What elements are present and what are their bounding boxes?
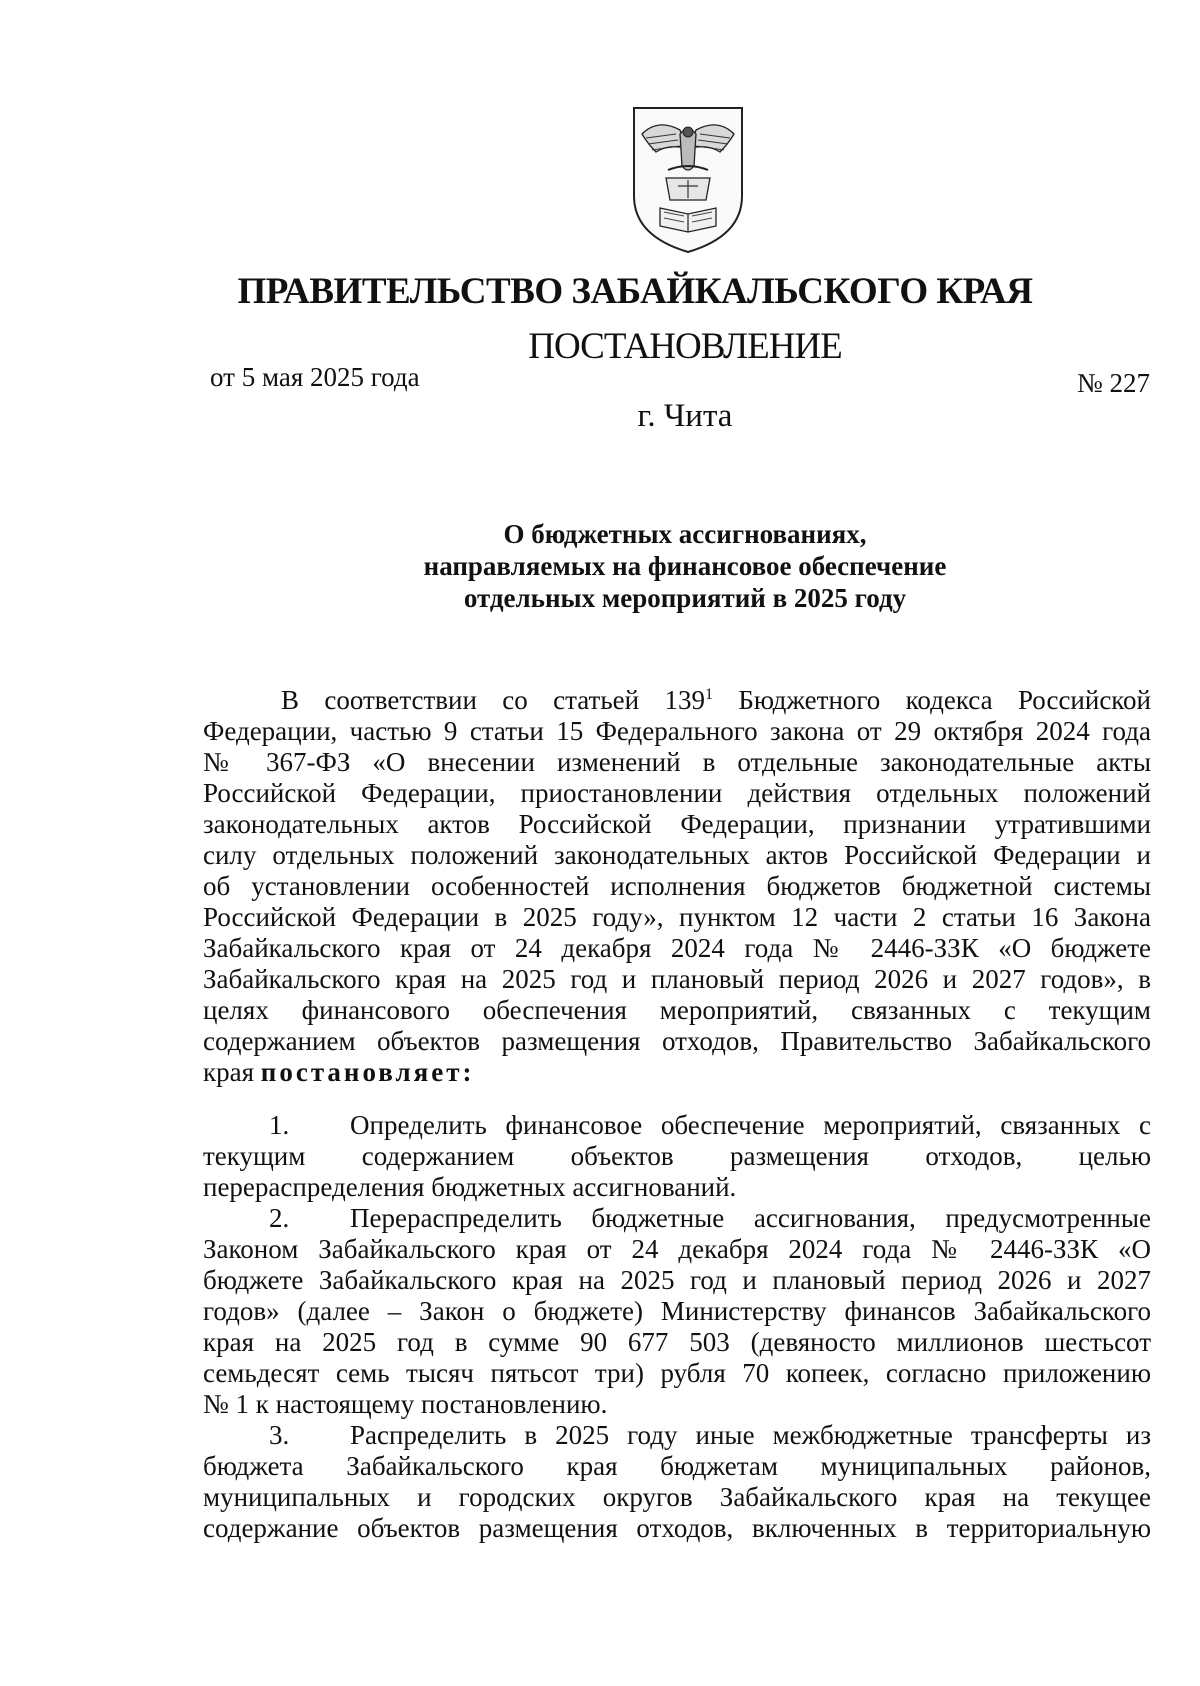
item-number: 2.: [269, 1203, 290, 1233]
item-line: перераспределения бюджетных ассигнований.: [203, 1172, 737, 1202]
item-text: Перераспределить бюджетные ассигнования, предусмотренные: [350, 1203, 1151, 1233]
item-line: края на 2025 год в сумме 90 677 503 (девяносто миллионов шестьсот: [203, 1327, 1151, 1357]
item-line: муниципальных и городских округов Забайкальского края на текущее: [203, 1482, 1151, 1512]
preamble-text: В соответствии со статьей 139: [281, 685, 705, 715]
preamble-superscript: 1: [704, 686, 713, 703]
preamble-line: об установлении особенностей исполнения бюджетов бюджетной системы: [203, 871, 1151, 901]
subject-line: отдельных мероприятий в 2025 году: [463, 583, 907, 613]
subject-line: О бюджетных ассигнованиях,: [503, 519, 867, 549]
paragraph-gap: [203, 1088, 1151, 1110]
item-line: [203, 1110, 1151, 1141]
item-line: № 1 к настоящему постановлению.: [203, 1389, 608, 1419]
document-type: ПОСТАНОВЛЕНИЕ: [528, 326, 842, 367]
item-line: бюджете Забайкальского края на 2025 год и плановый период 2026 и 2027: [203, 1265, 1151, 1295]
item-line: [203, 1420, 1151, 1451]
preamble-line: [203, 685, 1151, 716]
document-subject: [300, 518, 1070, 614]
preamble-line: законодательных актов Российской Федерации, признании утратившими: [203, 809, 1151, 839]
coat-of-arms-emblem: [628, 104, 748, 256]
preamble-line: Забайкальского края от 24 декабря 2024 года № 2446-ЗЗК «О бюджете: [203, 933, 1151, 963]
item-text: Распределить в 2025 году иные межбюджетные трансферты из: [350, 1420, 1151, 1450]
item-2: [203, 1203, 1151, 1420]
item-number: 1.: [269, 1110, 290, 1140]
preamble-line: Забайкальского края на 2025 год и плановый период 2026 и 2027 годов», в: [203, 964, 1151, 994]
document-number: № 227: [1076, 368, 1150, 398]
preamble-line: Российской Федерации, приостановлении действия отдельных положений: [203, 778, 1151, 808]
item-number: 3.: [269, 1420, 290, 1450]
resolution-keyword: постановляет:: [260, 1057, 475, 1087]
document-date: от 5 мая 2025 года: [210, 362, 420, 392]
item-line: содержание объектов размещения отходов, включенных в территориальную: [203, 1513, 1151, 1543]
document-body: [203, 685, 1151, 1544]
item-3: [203, 1420, 1151, 1544]
city: г. Чита: [637, 398, 733, 434]
government-title: ПРАВИТЕЛЬСТВО ЗАБАЙКАЛЬСКОГО КРАЯ: [237, 271, 1033, 312]
preamble-line: № 367-ФЗ «О внесении изменений в отдельные законодательные акты: [203, 747, 1151, 777]
item-line: [203, 1203, 1151, 1234]
preamble-line: [203, 1057, 1151, 1088]
preamble-line: Российской Федерации в 2025 году», пунктом 12 части 2 статьи 16 Закона: [203, 902, 1151, 932]
item-text: Определить финансовое обеспечение мероприятий, связанных с: [350, 1110, 1151, 1140]
item-line: текущим содержанием объектов размещения отходов, целью: [203, 1141, 1151, 1171]
preamble-line: Федерации, частью 9 статьи 15 Федерального закона от 29 октября 2024 года: [203, 716, 1151, 746]
item-1: [203, 1110, 1151, 1203]
preamble-text: Бюджетного кодекса Российской: [712, 685, 1152, 715]
preamble-line: силу отдельных положений законодательных актов Российской Федерации и: [203, 840, 1151, 870]
item-line: годов» (далее – Закон о бюджете) Министерству финансов Забайкальского: [203, 1296, 1151, 1326]
item-line: семьдесят семь тысяч пятьсот три) рубля 70 копеек, согласно приложению: [203, 1358, 1151, 1388]
item-line: бюджета Забайкальского края бюджетам муниципальных районов,: [203, 1451, 1151, 1481]
subject-line: направляемых на финансовое обеспечение: [423, 551, 947, 581]
preamble-line: целях финансового обеспечения мероприятий, связанных с текущим: [203, 995, 1151, 1025]
preamble-line: содержанием объектов размещения отходов, Правительство Забайкальского: [203, 1026, 1151, 1056]
item-line: Законом Забайкальского края от 24 декабря 2024 года № 2446-ЗЗК «О: [203, 1234, 1151, 1264]
preamble-text: края: [203, 1057, 261, 1087]
